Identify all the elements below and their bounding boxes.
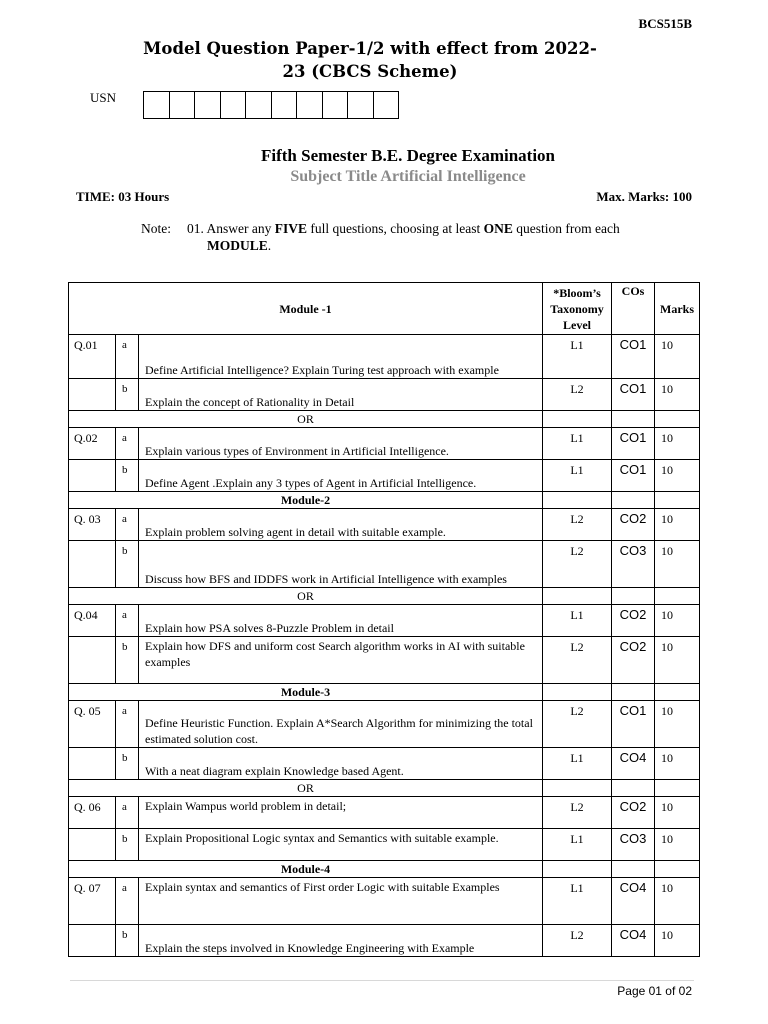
usn-box [271, 91, 298, 119]
question-number [69, 925, 116, 957]
question-text: Explain how DFS and uniform cost Search algorithm works in AI with suitable examples [139, 637, 543, 684]
bloom-level: L1 [543, 829, 612, 861]
note-one: ONE [483, 221, 513, 236]
sub-question-label: a [116, 509, 139, 541]
question-text: Explain syntax and semantics of First order Logic with suitable Examples [139, 878, 543, 925]
usn-box [220, 91, 247, 119]
bloom-level: L2 [543, 637, 612, 684]
module-heading: Module-3 [69, 684, 543, 701]
question-row [69, 829, 700, 861]
exam-time: TIME: 03 Hours [76, 189, 170, 204]
empty-cell [612, 684, 655, 701]
question-marks: 10 [655, 748, 700, 780]
empty-cell [612, 492, 655, 509]
question-marks: 10 [655, 460, 700, 492]
or-separator: OR [69, 411, 543, 428]
empty-cell [655, 684, 700, 701]
question-row [69, 925, 700, 957]
question-text: Explain the steps involved in Knowledge Engineering with Example [139, 925, 543, 957]
empty-cell [543, 684, 612, 701]
question-marks: 10 [655, 797, 700, 829]
exam-title: Fifth Semester B.E. Degree Examination [261, 146, 555, 165]
sub-question-label: a [116, 335, 139, 379]
module-heading: Module-4 [69, 861, 543, 878]
course-outcome: CO4 [612, 925, 655, 957]
bloom-level: L2 [543, 509, 612, 541]
bloom-level: L1 [543, 428, 612, 460]
bloom-level: L2 [543, 797, 612, 829]
or-row [69, 411, 700, 428]
module-row [69, 861, 700, 878]
sub-question-label: a [116, 701, 139, 748]
usn-box [194, 91, 221, 119]
empty-cell [612, 861, 655, 878]
or-row [69, 588, 700, 605]
empty-cell [543, 861, 612, 878]
sub-question-label: b [116, 379, 139, 411]
module-header: Module -1 [69, 283, 543, 335]
note-module: MODULE [207, 238, 268, 253]
question-number: Q.01 [69, 335, 116, 379]
or-row [69, 780, 700, 797]
sub-question-label: b [116, 637, 139, 684]
usn-box [245, 91, 272, 119]
usn-box [143, 91, 170, 119]
course-outcome: CO2 [612, 637, 655, 684]
max-marks: Max. Marks: 100 [596, 189, 692, 204]
paper-code: BCS515B [638, 16, 692, 31]
question-text: Define Agent .Explain any 3 types of Agent in Artificial Intelligence. [139, 460, 543, 492]
question-row [69, 701, 700, 748]
sub-question-label: a [116, 605, 139, 637]
question-row [69, 509, 700, 541]
question-text: Define Artificial Intelligence? Explain Turing test approach with example [139, 335, 543, 379]
course-outcome: CO2 [612, 797, 655, 829]
question-row [69, 335, 700, 379]
sub-question-label: b [116, 460, 139, 492]
sub-question-label: b [116, 829, 139, 861]
empty-cell [655, 411, 700, 428]
question-row [69, 460, 700, 492]
empty-cell [543, 588, 612, 605]
note-text: . [267, 238, 272, 253]
usn-label: USN [90, 90, 117, 105]
question-row [69, 379, 700, 411]
sub-question-label: b [116, 925, 139, 957]
usn-boxes [144, 91, 399, 119]
usn-box [347, 91, 374, 119]
question-marks: 10 [655, 637, 700, 684]
question-row [69, 797, 700, 829]
question-text: Explain Propositional Logic syntax and Semantics with suitable example. [139, 829, 543, 861]
usn-box [373, 91, 400, 119]
usn-box [169, 91, 196, 119]
course-outcome: CO2 [612, 605, 655, 637]
paper-title: Model Question Paper-1/2 with effect from 2022-23 (CBCS Scheme) [143, 39, 597, 81]
question-text: Explain how PSA solves 8-Puzzle Problem in detail [139, 605, 543, 637]
question-table [68, 282, 700, 957]
course-outcome: CO3 [612, 541, 655, 588]
empty-cell [655, 861, 700, 878]
question-marks: 10 [655, 829, 700, 861]
question-number: Q. 07 [69, 878, 116, 925]
course-outcome: CO1 [612, 428, 655, 460]
question-number: Q. 03 [69, 509, 116, 541]
question-marks: 10 [655, 878, 700, 925]
question-text: Explain the concept of Rationality in Detail [139, 379, 543, 411]
module-row [69, 492, 700, 509]
question-number [69, 379, 116, 411]
question-marks: 10 [655, 509, 700, 541]
question-text: Explain problem solving agent in detail with suitable example. [139, 509, 543, 541]
course-outcome: CO4 [612, 748, 655, 780]
bloom-level: L2 [543, 541, 612, 588]
course-outcome: CO1 [612, 335, 655, 379]
marks-header: Marks [655, 283, 700, 335]
question-row [69, 748, 700, 780]
question-number [69, 460, 116, 492]
subject-title: Subject Title Artificial Intelligence [290, 168, 526, 185]
note [141, 220, 620, 254]
question-marks: 10 [655, 925, 700, 957]
bloom-level: L1 [543, 605, 612, 637]
or-separator: OR [69, 588, 543, 605]
question-marks: 10 [655, 335, 700, 379]
bloom-level: L1 [543, 335, 612, 379]
course-outcome: CO4 [612, 878, 655, 925]
question-number: Q. 06 [69, 797, 116, 829]
empty-cell [655, 588, 700, 605]
empty-cell [543, 492, 612, 509]
module-row [69, 684, 700, 701]
empty-cell [543, 411, 612, 428]
or-separator: OR [69, 780, 543, 797]
bloom-header: *Bloom’s Taxonomy Level [543, 283, 612, 335]
question-number: Q. 05 [69, 701, 116, 748]
bloom-level: L2 [543, 379, 612, 411]
sub-question-label: a [116, 428, 139, 460]
question-number [69, 829, 116, 861]
bloom-level: L1 [543, 878, 612, 925]
empty-cell [655, 492, 700, 509]
page-footer: Page 01 of 02 [617, 984, 692, 998]
empty-cell [612, 780, 655, 797]
question-text: Explain Wampus world problem in detail; [139, 797, 543, 829]
sub-question-label: a [116, 797, 139, 829]
question-text: Explain various types of Environment in Artificial Intelligence. [139, 428, 543, 460]
question-marks: 10 [655, 701, 700, 748]
course-outcome: CO1 [612, 379, 655, 411]
sub-question-label: b [116, 748, 139, 780]
question-row [69, 541, 700, 588]
empty-cell [612, 411, 655, 428]
bloom-level: L1 [543, 748, 612, 780]
question-row [69, 605, 700, 637]
empty-cell [543, 780, 612, 797]
module-heading: Module-2 [69, 492, 543, 509]
question-text: With a neat diagram explain Knowledge based Agent. [139, 748, 543, 780]
course-outcome: CO3 [612, 829, 655, 861]
bloom-level: L2 [543, 701, 612, 748]
note-text: 01. Answer any [187, 221, 275, 236]
note-text: question from each [512, 221, 620, 236]
cos-header: COs [612, 283, 655, 335]
sub-question-label: a [116, 878, 139, 925]
empty-cell [612, 588, 655, 605]
question-marks: 10 [655, 428, 700, 460]
empty-cell [655, 780, 700, 797]
question-text: Discuss how BFS and IDDFS work in Artificial Intelligence with examples [139, 541, 543, 588]
question-row [69, 428, 700, 460]
course-outcome: CO1 [612, 460, 655, 492]
question-number: Q.02 [69, 428, 116, 460]
note-five: FIVE [274, 221, 308, 236]
course-outcome: CO1 [612, 701, 655, 748]
footer-divider [70, 980, 694, 981]
note-text: full questions, choosing at least [307, 221, 484, 236]
question-number [69, 541, 116, 588]
bloom-level: L2 [543, 925, 612, 957]
question-marks: 10 [655, 605, 700, 637]
usn-box [296, 91, 323, 119]
note-label: Note: [141, 221, 171, 236]
question-number: Q.04 [69, 605, 116, 637]
question-number [69, 637, 116, 684]
question-marks: 10 [655, 379, 700, 411]
question-marks: 10 [655, 541, 700, 588]
usn-box [322, 91, 349, 119]
question-text: Define Heuristic Function. Explain A*Search Algorithm for minimizing the total estimated solution cost. [139, 701, 543, 748]
course-outcome: CO2 [612, 509, 655, 541]
bloom-level: L1 [543, 460, 612, 492]
question-row [69, 637, 700, 684]
sub-question-label: b [116, 541, 139, 588]
question-number [69, 748, 116, 780]
question-row [69, 878, 700, 925]
